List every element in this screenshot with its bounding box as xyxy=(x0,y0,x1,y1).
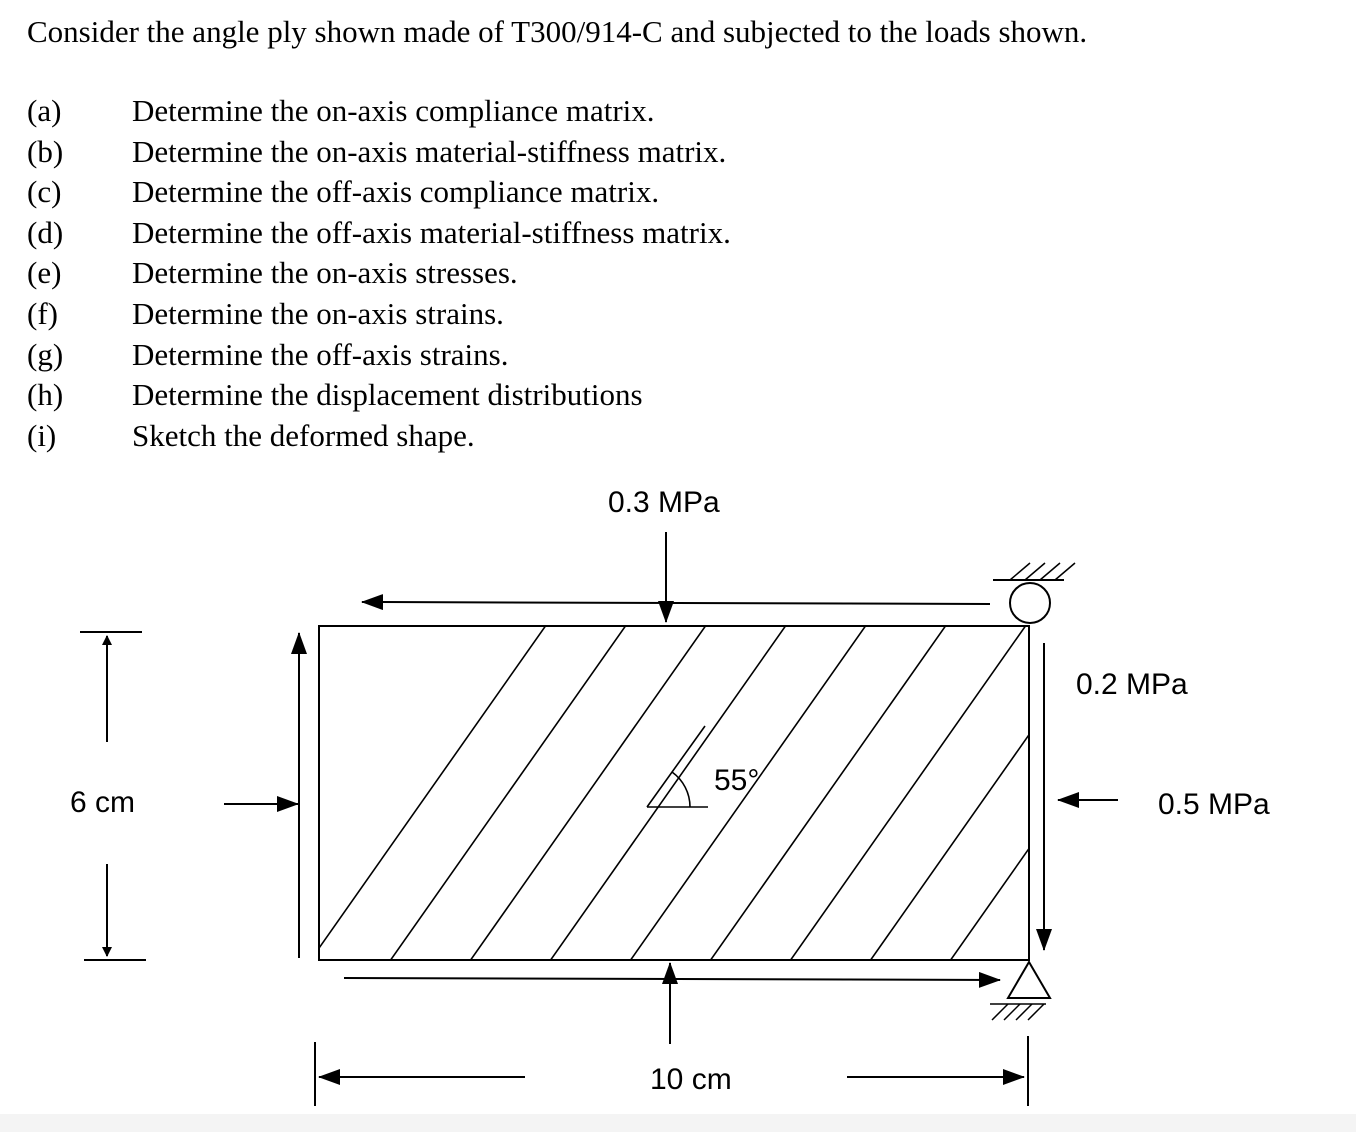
task-text: Determine the on-axis compliance matrix. xyxy=(132,93,655,128)
task-label: (f) xyxy=(27,295,58,331)
task-text: Determine the on-axis stresses. xyxy=(132,255,518,291)
height-label: 6 cm xyxy=(70,786,136,819)
width-label: 10 cm xyxy=(650,1063,732,1096)
shear-bottom-arrow xyxy=(344,978,1000,980)
task-label: (a) xyxy=(27,93,62,128)
task-text: Determine the on-axis strains. xyxy=(132,295,504,331)
task-text: Determine the on-axis material-stiffness matrix. xyxy=(132,133,727,169)
task-label: (c) xyxy=(27,174,62,210)
task-text: Determine the off-axis material-stiffness matrix. xyxy=(132,214,731,250)
shear-top-arrow xyxy=(362,602,990,604)
task-text: Sketch the deformed shape. xyxy=(132,417,475,453)
right-load-label: 0.5 MPa xyxy=(1158,788,1270,821)
task-label: (i) xyxy=(27,417,57,453)
task-label: (e) xyxy=(27,255,62,291)
angle-arc xyxy=(672,772,690,807)
fiber-hatch xyxy=(170,520,1340,1132)
pin-support xyxy=(990,962,1050,1020)
task-text: Determine the off-axis strains. xyxy=(132,336,509,372)
fiber-angle-label: 55° xyxy=(714,764,760,797)
task-label: (g) xyxy=(27,336,64,372)
task-label: (d) xyxy=(27,214,64,250)
roller-support xyxy=(993,563,1075,623)
task-label: (b) xyxy=(27,133,64,169)
task-label: (h) xyxy=(27,377,64,413)
problem-intro: Consider the angle ply shown made of T300/914-C and subjected to the loads shown. xyxy=(27,14,1088,49)
shear-load-label: 0.2 MPa xyxy=(1076,668,1188,701)
top-load-label: 0.3 MPa xyxy=(608,486,720,519)
page-bottom-strip xyxy=(0,1114,1356,1132)
task-text: Determine the off-axis compliance matrix. xyxy=(132,174,660,210)
angle-fiber-line xyxy=(647,726,705,807)
task-text: Determine the displacement distributions xyxy=(132,377,643,413)
